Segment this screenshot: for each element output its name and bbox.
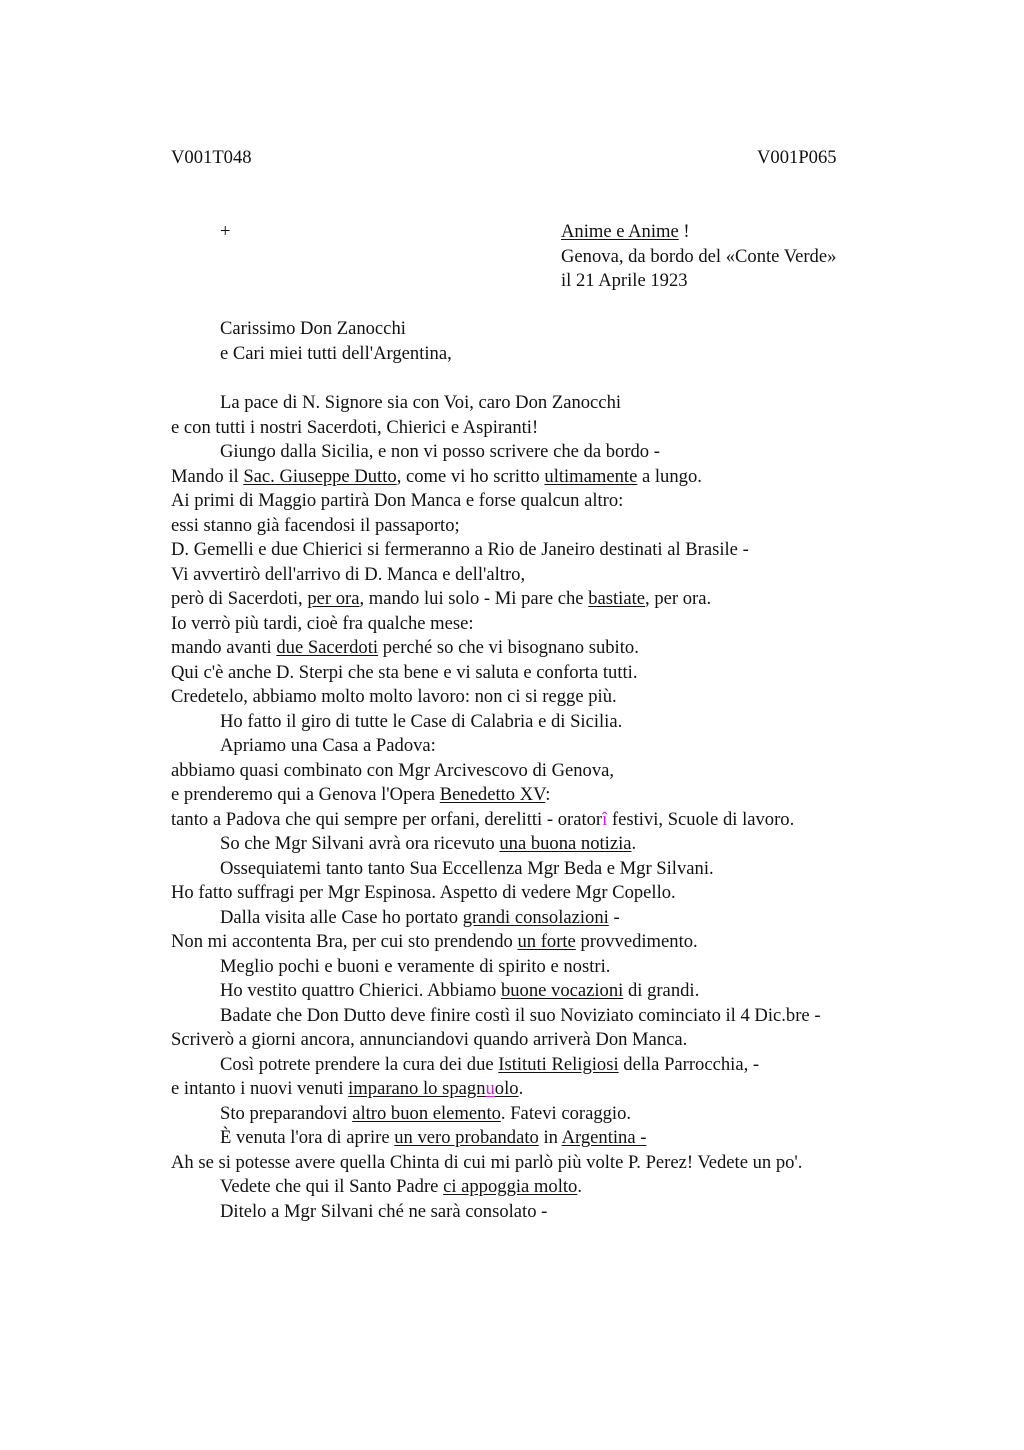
body-line (171, 808, 821, 833)
text-run: e prenderemo qui a Genova l'Opera (171, 784, 440, 805)
body-line (171, 1077, 821, 1102)
underlined-text: Istituti Religiosi (498, 1053, 619, 1075)
letter-title-tail: ! (678, 221, 690, 242)
text-run: abbiamo quasi combinato con Mgr Arcivescovo di Genova, (171, 759, 615, 781)
text-run: . (518, 1078, 524, 1099)
text-run: , mando lui solo - Mi pare che (359, 588, 589, 609)
text-run: Ai primi di Maggio partirà Don Manca e forse qualcun altro: (171, 490, 624, 511)
body-line (171, 587, 821, 612)
dateline-block (561, 220, 836, 294)
text-run: , come vi ho scritto (396, 465, 545, 487)
text-run: So che Mgr Silvani avrà ora ricevuto (220, 833, 500, 854)
salutation-line: e Cari miei tutti dell'Argentina, (220, 342, 452, 364)
text-run: Sto preparandovi (220, 1102, 353, 1124)
text-run: . (577, 1176, 582, 1197)
underlined-text: Benedetto XV (439, 784, 546, 805)
text-run: Credetelo, abbiamo molto molto lavoro: non ci si regge più. (171, 686, 617, 707)
body-line (171, 416, 821, 441)
letter-title-underlined: Anime e Anime (561, 221, 679, 242)
body-line (171, 685, 821, 710)
underlined-text: una buona notizia (499, 833, 632, 854)
text-run: . Fatevi coraggio. (500, 1102, 632, 1124)
body-line (171, 1102, 821, 1127)
text-run: essi stanno già facendosi il passaporto; (171, 514, 460, 536)
body-line (171, 636, 821, 661)
body-line (171, 734, 821, 759)
body-line (171, 1200, 821, 1225)
body-line (171, 881, 821, 906)
text-run: D. Gemelli e due Chierici si fermeranno a Rio de Janeiro destinati al Brasile - (171, 539, 749, 560)
cross-mark: + (220, 221, 231, 242)
text-run: tanto a Padova che qui sempre per orfani, derelitti - orator (171, 808, 603, 830)
text-run: però di Sacerdoti, (171, 588, 308, 609)
text-run: - (608, 906, 620, 928)
body-line (171, 489, 821, 514)
letter-date: il 21 Aprile 1923 (561, 270, 688, 291)
body-line (171, 930, 821, 955)
letter-place: Genova, da bordo del «Conte Verde» (561, 245, 837, 267)
body-line (171, 906, 821, 931)
underlined-text: imparano lo spagn (348, 1078, 486, 1099)
body-line (171, 563, 821, 588)
text-run: Mando il (171, 465, 244, 487)
text-run: Io verrò più tardi, cioè fra qualche mese: (171, 612, 474, 634)
body-line (171, 538, 821, 563)
text-run: Badate che Don Dutto deve finire costì il suo Noviziato cominciato il 4 Dic.bre - (220, 1004, 821, 1026)
letter-body (171, 391, 821, 1224)
body-line (171, 1126, 821, 1151)
text-run: Ah se si potesse avere quella Chinta di cui mi parlò più volte P. Perez! Vedete un po'. (171, 1151, 803, 1173)
text-run: provvedimento. (575, 931, 698, 952)
text-run: Ditelo a Mgr Silvani ché ne sarà consolato - (220, 1200, 548, 1222)
text-run: Vi avvertirò dell'arrivo di D. Manca e dell'altro, (171, 563, 526, 585)
body-line (171, 1175, 821, 1200)
text-run: Apriamo una Casa a Padova: (220, 735, 436, 756)
underlined-text: olo (494, 1078, 519, 1099)
text-run: mando avanti (171, 637, 277, 658)
underlined-text: un vero probandato (394, 1127, 539, 1148)
body-line (171, 1028, 821, 1053)
body-line (171, 710, 821, 735)
body-line (171, 979, 821, 1004)
text-run: Ho fatto suffragi per Mgr Espinosa. Aspetto di vedere Mgr Copello. (171, 882, 676, 903)
underlined-text: due Sacerdoti (276, 637, 379, 658)
text-run: La pace di N. Signore sia con Voi, caro Don Zanocchi (220, 392, 622, 413)
body-line (171, 955, 821, 980)
document-code-right: V001P065 (757, 147, 837, 168)
text-run: : (545, 784, 551, 805)
text-run: di grandi. (623, 980, 700, 1001)
underlined-text: Argentina - (561, 1127, 647, 1148)
document-code-left: V001T048 (171, 147, 252, 168)
text-run: Meglio pochi e buoni e veramente di spirito e nostri. (220, 955, 611, 977)
body-line (171, 1004, 821, 1029)
underlined-text: ci appoggia molto (443, 1176, 578, 1197)
body-line (171, 514, 821, 539)
underlined-text: u (485, 1078, 495, 1099)
underlined-text: buone vocazioni (500, 980, 624, 1001)
text-run: e con tutti i nostri Sacerdoti, Chierici e Aspiranti! (171, 416, 539, 438)
text-run: Scriverò a giorni ancora, annunciandovi quando arriverà Don Manca. (171, 1029, 688, 1050)
underlined-text: altro buon elemento (352, 1102, 501, 1124)
marked-correction: î (602, 808, 608, 830)
body-line (171, 759, 821, 784)
letter-title (561, 220, 836, 245)
body-line (171, 391, 821, 416)
body-line (171, 612, 821, 637)
text-run: Dalla visita alle Case ho portato (220, 906, 463, 928)
text-run: della Parrocchia, - (618, 1053, 760, 1075)
text-run: Ossequiatemi tanto tanto Sua Eccellenza Mgr Beda e Mgr Silvani. (220, 857, 714, 879)
text-run: e intanto i nuovi venuti (171, 1078, 349, 1099)
body-line (171, 832, 821, 857)
text-run: Non mi accontenta Bra, per cui sto prendendo (171, 931, 518, 952)
text-run: Ho vestito quattro Chierici. Abbiamo (220, 980, 501, 1001)
text-run: perché so che vi bisognano subito. (378, 637, 639, 658)
text-run: . (631, 833, 637, 854)
body-line (171, 1151, 821, 1176)
body-line (171, 783, 821, 808)
body-line (171, 1053, 821, 1078)
underlined-text: Sac. Giuseppe Dutto (243, 465, 397, 487)
body-line (171, 661, 821, 686)
text-run: Giungo dalla Sicilia, e non vi posso scrivere che da bordo - (220, 441, 660, 462)
underlined-text: ultimamente (544, 465, 638, 487)
underlined-text: un forte (517, 931, 576, 952)
salutation-block (220, 317, 452, 366)
body-line (171, 857, 821, 882)
text-run: Così potrete prendere la cura dei due (220, 1053, 499, 1075)
text-run: , per ora. (645, 588, 712, 609)
text-run: Vedete che qui il Santo Padre (220, 1176, 444, 1197)
body-line (171, 440, 821, 465)
text-run: Ho fatto il giro di tutte le Case di Calabria e di Sicilia. (220, 710, 623, 732)
text-run: È venuta l'ora di aprire (220, 1127, 395, 1148)
underlined-text: bastiate (588, 588, 646, 609)
text-run: Qui c'è anche D. Sterpi che sta bene e vi saluta e conforta tutti. (171, 661, 638, 683)
salutation-line: Carissimo Don Zanocchi (220, 318, 406, 339)
underlined-text: grandi consolazioni (462, 906, 609, 928)
text-run: a lungo. (637, 465, 702, 487)
text-run: in (538, 1127, 562, 1148)
body-line (171, 465, 821, 490)
underlined-text: per ora (307, 588, 360, 609)
text-run: festivi, Scuole di lavoro. (607, 808, 795, 830)
